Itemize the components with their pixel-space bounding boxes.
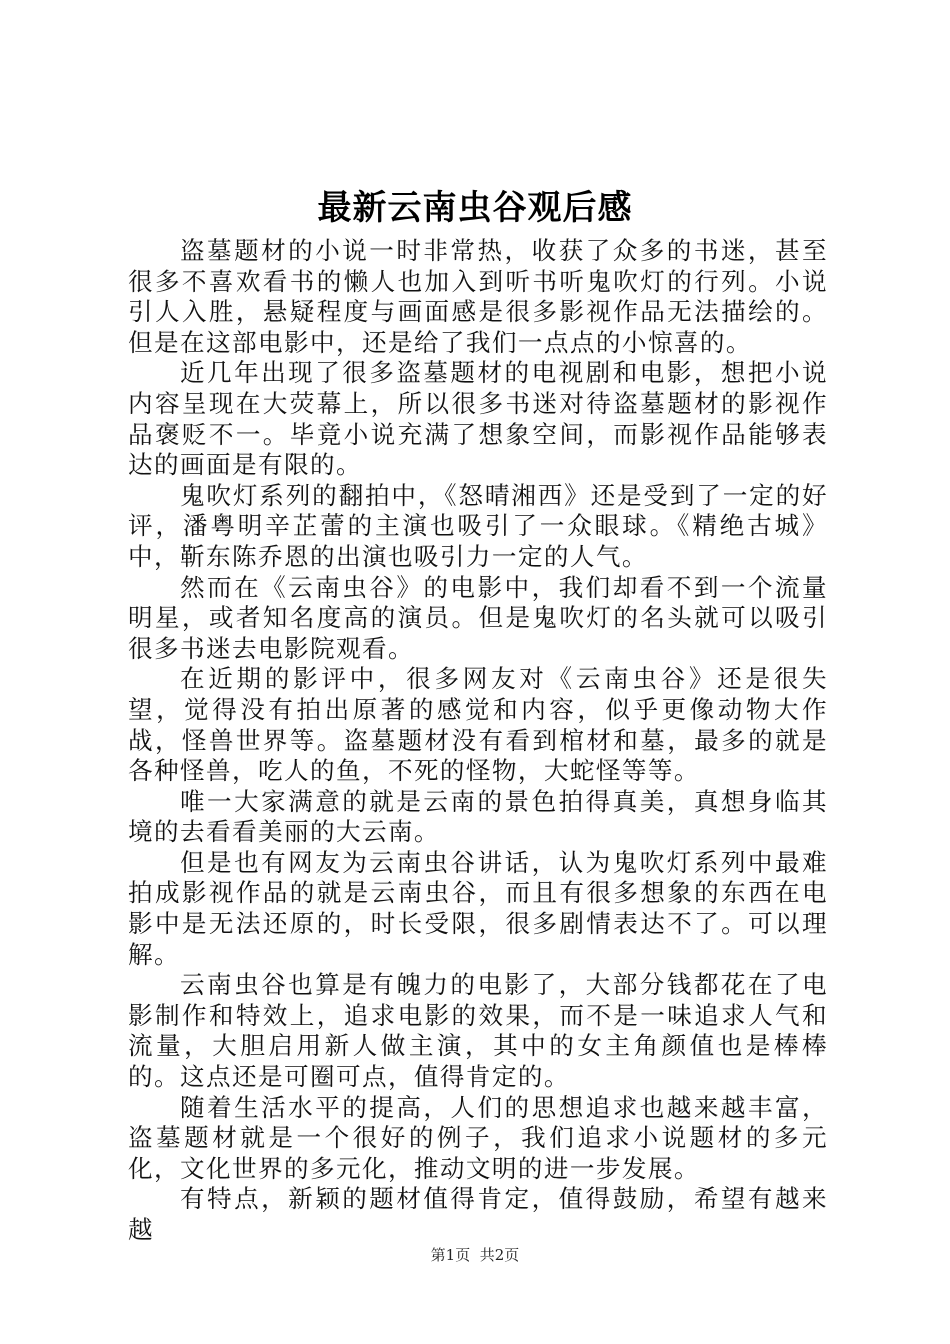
paragraph: 但是也有网友为云南虫谷讲话，认为鬼吹灯系列中最难拍成影视作品的就是云南虫谷，而且有很多想象的东西在电影中是无法还原的，时长受限，很多剧情表达不了。可以理解。 (128, 847, 828, 969)
document-title: 最新云南虫谷观后感 (317, 188, 633, 228)
page-number: 第1页 (430, 1246, 471, 1264)
paragraph: 云南虫谷也算是有魄力的电影了，大部分钱都花在了电影制作和特效上，追求电影的效果，而不是一味追求人气和流量，大胆启用新人做主演，其中的女主角颜值也是棒棒的。这点还是可圈可点，值得肯定的。 (128, 970, 828, 1092)
paragraph: 随着生活水平的提高，人们的思想追求也越来越丰富，盗墓题材就是一个很好的例子，我们追求小说题材的多元化，文化世界的多元化，推动文明的进一步发展。 (128, 1092, 828, 1183)
page-total: 共2页 (479, 1246, 520, 1264)
paragraph: 唯一大家满意的就是云南的景色拍得真美，真想身临其境的去看看美丽的大云南。 (128, 786, 828, 847)
paragraph: 近几年出现了很多盗墓题材的电视剧和电影，想把小说内容呈现在大荧幕上，所以很多书迷对待盗墓题材的影视作品褒贬不一。毕竟小说充满了想象空间，而影视作品能够表达的画面是有限的。 (128, 358, 828, 480)
paragraph: 有特点，新颖的题材值得肯定，值得鼓励，希望有越来越 (128, 1184, 828, 1244)
paragraph: 然而在《云南虫谷》的电影中，我们却看不到一个流量明星，或者知名度高的演员。但是鬼吹灯的名头就可以吸引很多书迷去电影院观看。 (128, 572, 828, 663)
paragraph: 在近期的影评中，很多网友对《云南虫谷》还是很失望，觉得没有拍出原著的感觉和内容，似乎更像动物大作战，怪兽世界等。盗墓题材没有看到棺材和墓，最多的就是各种怪兽，吃人的鱼，不死的怪物，大蛇怪等等。 (128, 664, 828, 786)
document-body (128, 236, 828, 1246)
paragraph: 盗墓题材的小说一时非常热，收获了众多的书迷，甚至很多不喜欢看书的懒人也加入到听书听鬼吹灯的行列。小说引人入胜，悬疑程度与画面感是很多影视作品无法描绘的。但是在这部电影中，还是给了我们一点点的小惊喜的。 (128, 236, 828, 357)
paragraph: 鬼吹灯系列的翻拍中，《怒晴湘西》还是受到了一定的好评，潘粤明辛芷蕾的主演也吸引了一众眼球。《精绝古城》中，靳东陈乔恩的出演也吸引力一定的人气。 (128, 480, 828, 571)
page-footer (0, 1245, 950, 1265)
